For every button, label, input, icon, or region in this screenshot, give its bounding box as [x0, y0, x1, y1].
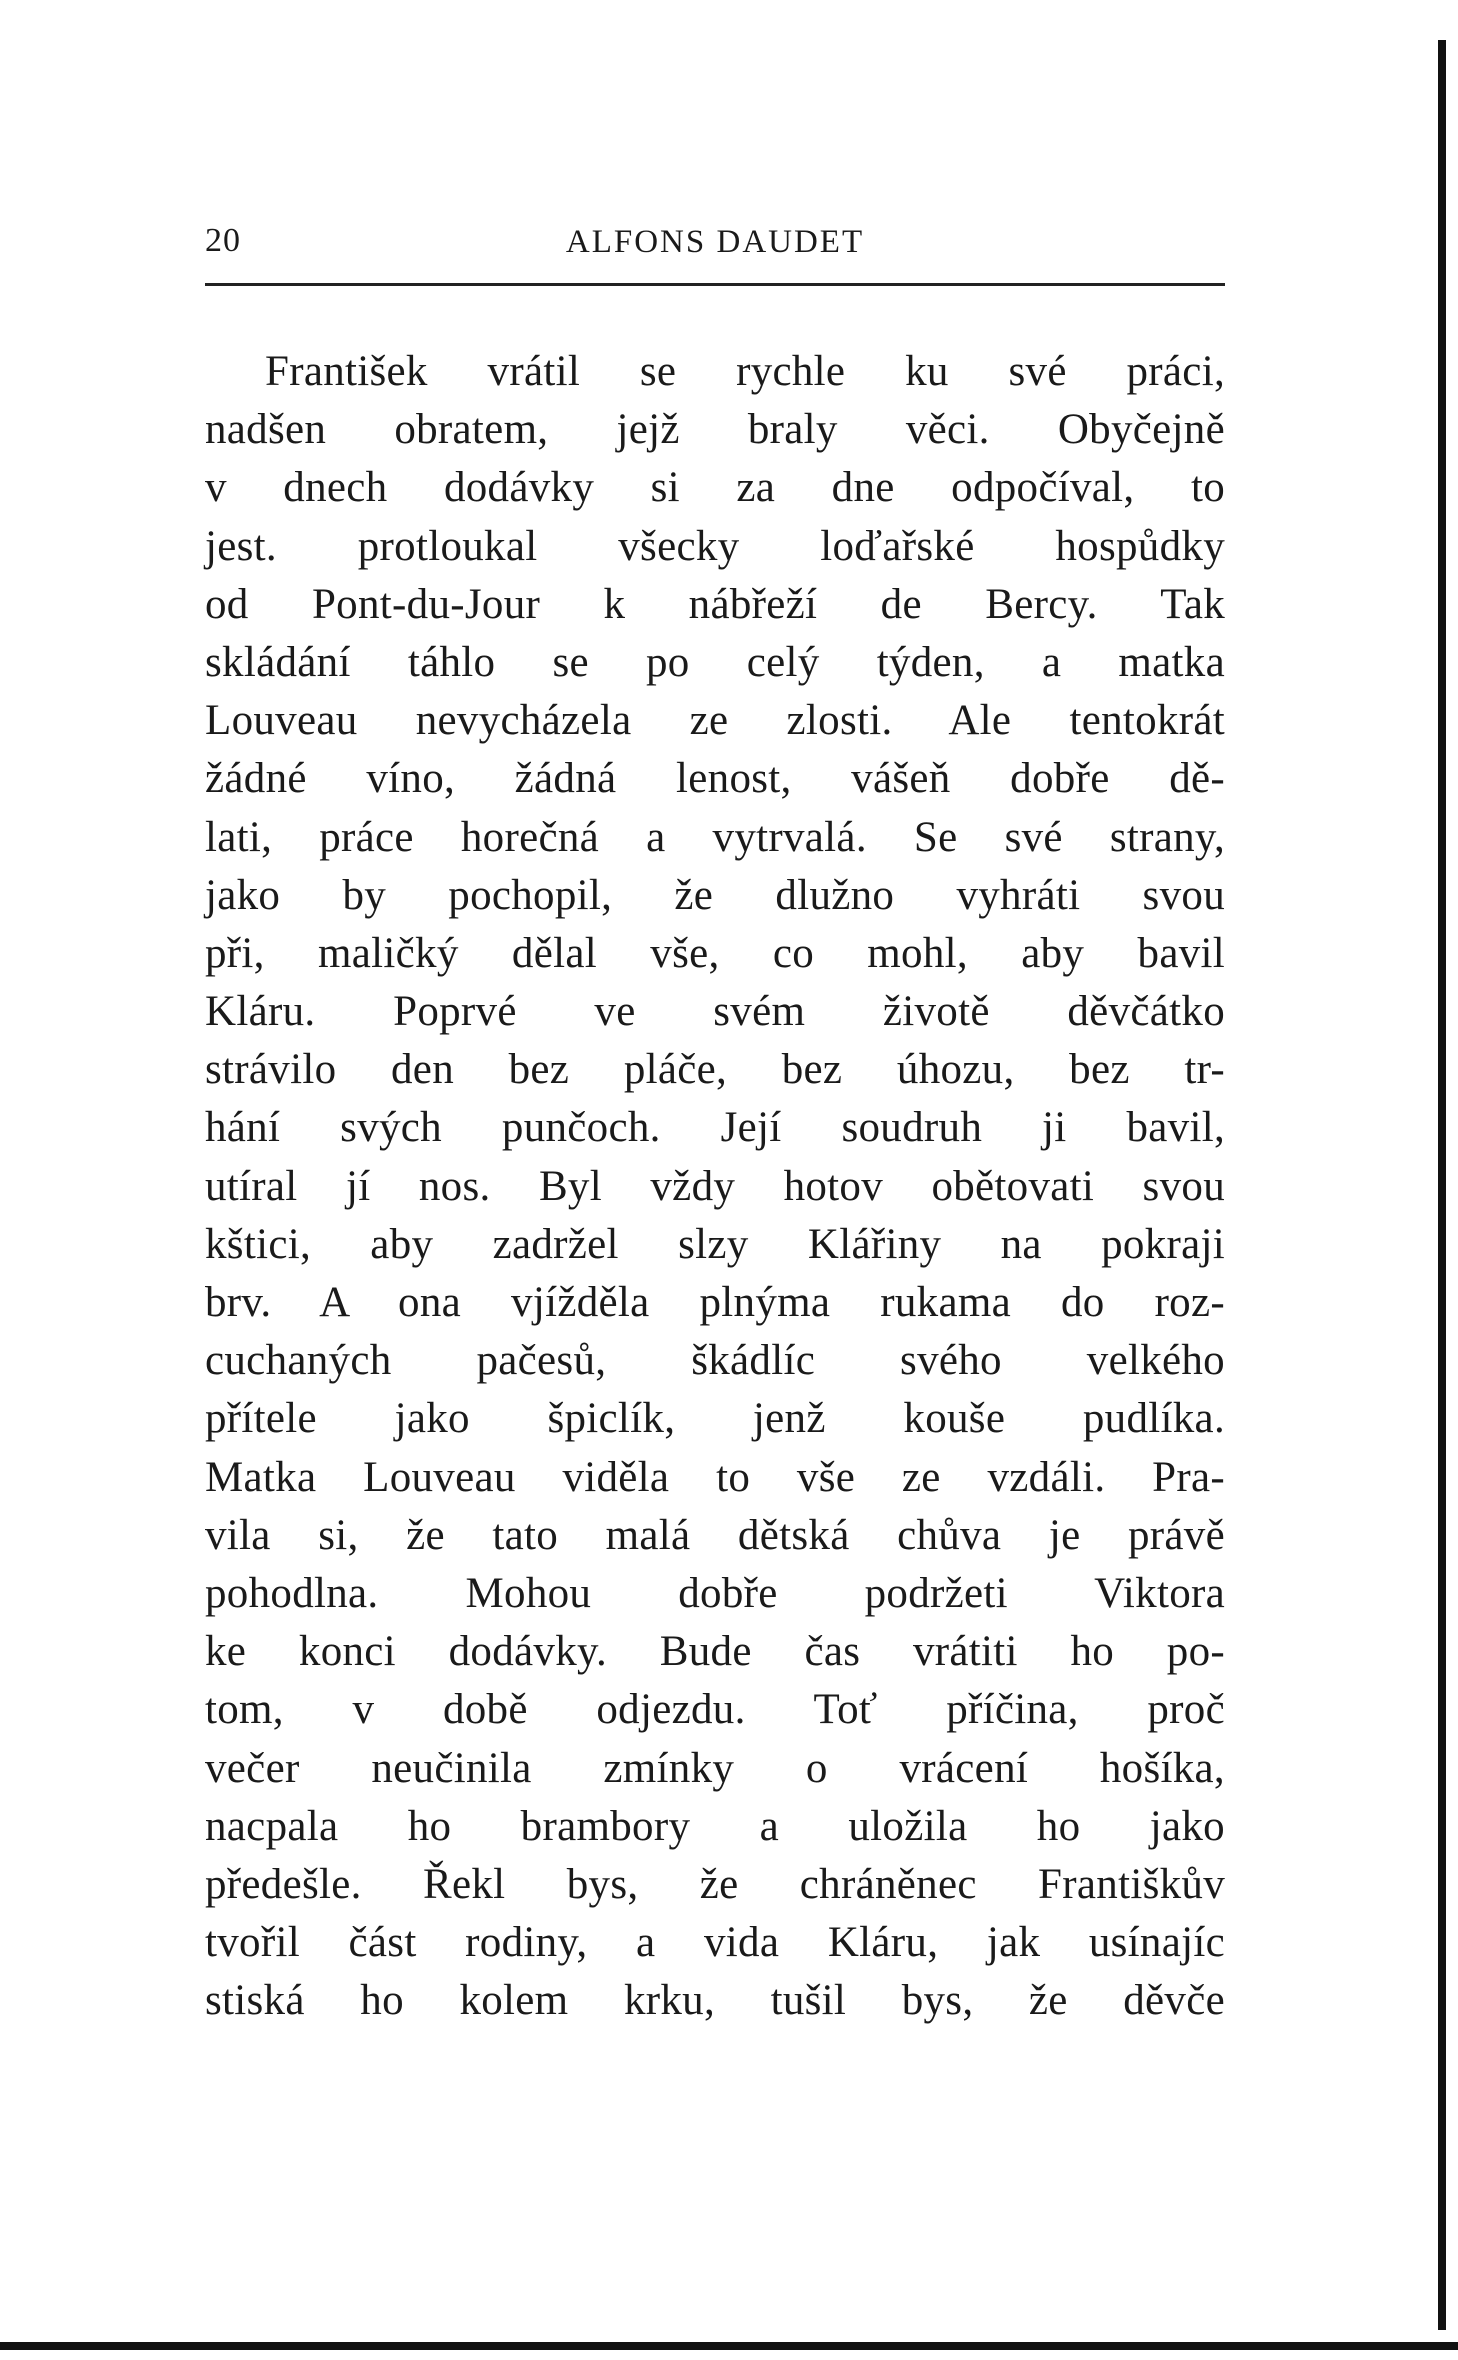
text-line: nacpala ho brambory a uložila ho jako	[205, 1802, 1225, 1850]
text-line: nadšen obratem, jejž braly věci. Obyčejně	[205, 406, 1225, 454]
text-line: jest. protloukal všecky loďařské hospůdky	[205, 522, 1225, 570]
header-title: ALFONS DAUDET	[565, 224, 865, 260]
text-line: tom, v době odjezdu. Toť příčina, proč	[205, 1686, 1225, 1734]
text-line: strávilo den bez pláče, bez úhozu, bez tr-	[205, 1046, 1225, 1094]
text-line: kštici, aby zadržel slzy Klářiny na pokraji	[205, 1220, 1225, 1268]
text-line: tvořil část rodiny, a vida Kláru, jak usínajíc	[205, 1919, 1225, 1967]
text-line: večer neučinila zmínky o vrácení hošíka,	[205, 1744, 1225, 1792]
text-line: žádné víno, žádná lenost, vášeň dobře dě-	[205, 755, 1225, 803]
text-line: od Pont-du-Jour k nábřeží de Bercy. Tak	[205, 580, 1225, 628]
text-line: předešle. Řekl bys, že chráněnec Františkův	[205, 1860, 1225, 1908]
text-line: jako by pochopil, že dlužno vyhráti svou	[205, 871, 1225, 919]
text-line: vila si, že tato malá dětská chůva je právě	[205, 1511, 1225, 1559]
page-edge-bottom	[0, 2342, 1458, 2350]
page-number: 20	[205, 222, 241, 259]
text-line: ke konci dodávky. Bude čas vrátiti ho po-	[205, 1628, 1225, 1676]
text-line: Louveau nevycházela ze zlosti. Ale tentokrát	[205, 697, 1225, 745]
text-line: skládání táhlo se po celý týden, a matka	[205, 638, 1225, 686]
text-line: hání svých punčoch. Její soudruh ji bavil,	[205, 1104, 1225, 1152]
text-line: utíral jí nos. Byl vždy hotov obětovati svou	[205, 1162, 1225, 1210]
text-line: cuchaných pačesů, škádlíc svého velkého	[205, 1337, 1225, 1385]
text-line: Kláru. Poprvé ve svém životě děvčátko	[205, 988, 1225, 1036]
page-edge-right	[1438, 40, 1446, 2330]
text-line: v dnech dodávky si za dne odpočíval, to	[205, 464, 1225, 512]
text-line: Matka Louveau viděla to vše ze vzdáli. Pra-	[205, 1453, 1225, 1501]
header-rule	[205, 283, 1225, 286]
text-line: stiská ho kolem krku, tušil bys, že děvče	[205, 1977, 1225, 2025]
running-head	[205, 222, 1225, 268]
text-line: při, maličký dělal vše, co mohl, aby bavil	[205, 929, 1225, 977]
text-line: lati, práce horečná a vytrvalá. Se své strany,	[205, 813, 1225, 861]
text-line: František vrátil se rychle ku své práci,	[265, 348, 1225, 395]
text-line: brv. A ona vjížděla plnýma rukama do roz-	[205, 1279, 1225, 1326]
body-text	[205, 343, 1225, 2030]
text-line: pohodlna. Mohou dobře podržeti Viktora	[205, 1569, 1225, 1617]
text-line: přítele jako špiclík, jenž kouše pudlíka.	[205, 1395, 1225, 1443]
